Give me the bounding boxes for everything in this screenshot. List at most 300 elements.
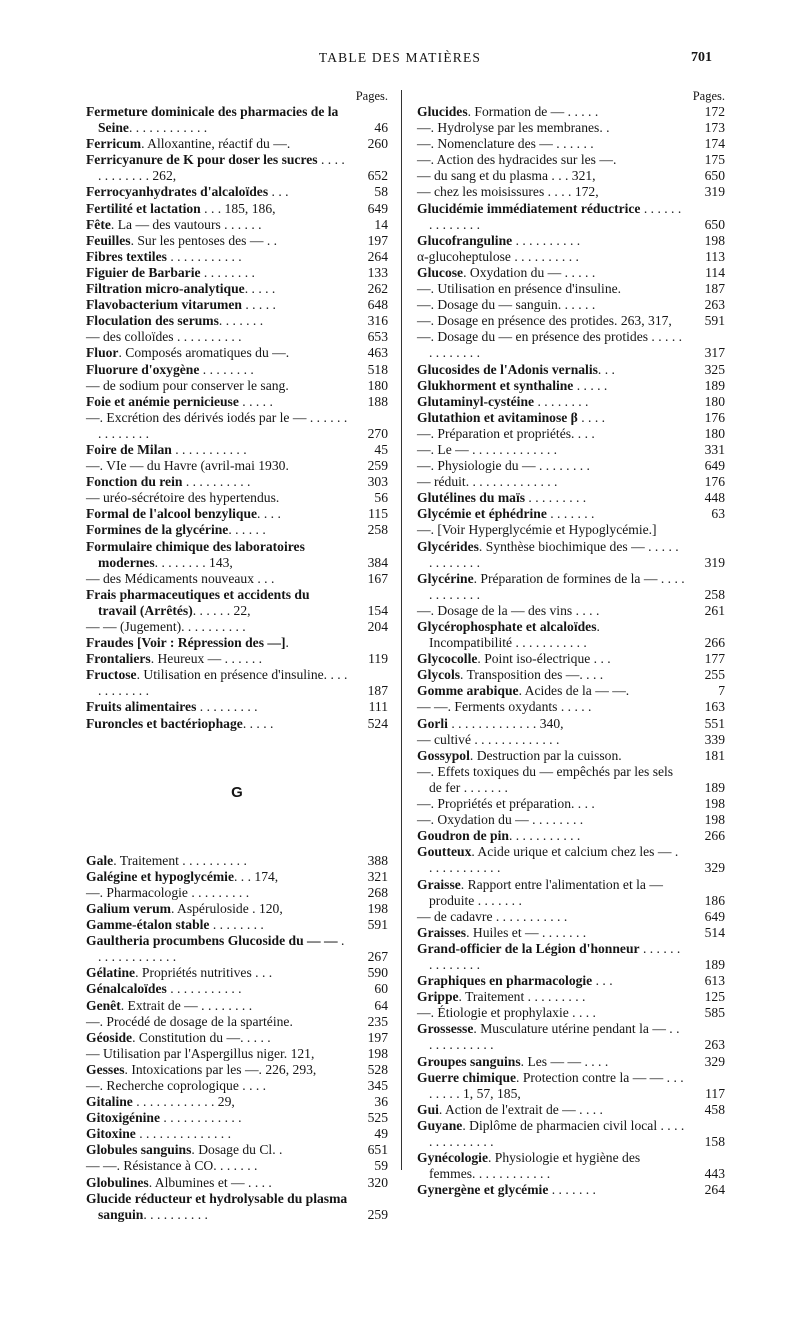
- entry-text: — des Médicaments nouveaux . . .: [86, 570, 275, 586]
- index-entry: [86, 1158, 388, 1174]
- entry-page: 528: [367, 1061, 388, 1077]
- index-entry: [417, 909, 725, 925]
- entry-text: Formal de l'alcool benzylique. . . .: [86, 506, 281, 522]
- index-entry: [86, 362, 388, 378]
- page-header: [0, 50, 800, 70]
- entry-text: Flavobacterium vitarumen . . . . .: [86, 297, 276, 313]
- entry-page: 189: [704, 956, 725, 972]
- entry-text: — Utilisation par l'Aspergillus niger. 121,: [86, 1045, 315, 1061]
- entry-page: 331: [704, 441, 725, 457]
- entry-text: Graisses. Huiles et — . . . . . . .: [417, 924, 587, 940]
- entry-page: 261: [704, 602, 725, 618]
- entry-text: Gynergène et glycémie . . . . . . .: [417, 1182, 596, 1198]
- entry-text: Fibres textiles . . . . . . . . . . .: [86, 248, 242, 264]
- column-divider: [401, 90, 402, 1170]
- entry-text: Fraudes [Voir : Répression des —].: [86, 635, 289, 651]
- index-entry: [86, 667, 388, 699]
- index-entry: [417, 184, 725, 200]
- entry-page: 180: [367, 377, 388, 393]
- entry-text: —. Procédé de dosage de la spartéine.: [86, 1013, 293, 1029]
- index-entry: [86, 136, 388, 152]
- entry-text: Gesses. Intoxications par les —. 226, 293,: [86, 1061, 317, 1077]
- entry-page: 198: [704, 812, 725, 828]
- index-entry: [417, 699, 725, 715]
- entry-text: Ferricyanure de K pour doser les sucres . . . . . . . . . . . . 262,: [86, 152, 345, 184]
- entry-page: 339: [704, 731, 725, 747]
- entry-text: Ferricum. Alloxantine, réactif du —.: [86, 136, 291, 152]
- index-entry: [417, 877, 725, 909]
- entry-page: 317: [704, 345, 725, 361]
- entry-text: Gélatine. Propriétés nutritives . . .: [86, 965, 273, 981]
- entry-text: Gossypol. Destruction par la cuisson.: [417, 747, 622, 763]
- entry-page: 64: [374, 997, 388, 1013]
- entry-text: Glucidémie immédiatement réductrice . . . . . . . . . . . . . .: [417, 200, 682, 232]
- index-entry: [417, 1005, 725, 1021]
- entry-page: 329: [704, 860, 725, 876]
- entry-page: 133: [367, 264, 388, 280]
- entry-page: 189: [704, 377, 725, 393]
- entry-page: 114: [705, 264, 725, 280]
- entry-text: —. Propriétés et préparation. . . .: [417, 796, 595, 812]
- entry-page: 45: [374, 441, 388, 457]
- index-entry: [417, 506, 725, 522]
- entry-text: —. Utilisation en présence d'insuline.: [417, 281, 622, 297]
- index-entry: [86, 619, 388, 635]
- entry-text: Gitoxigénine . . . . . . . . . . . .: [86, 1110, 242, 1126]
- entry-page: 591: [367, 917, 388, 933]
- index-entry: [417, 329, 725, 361]
- entry-text: Gui. Action de l'extrait de — . . . .: [417, 1101, 603, 1117]
- entry-page: 649: [367, 200, 388, 216]
- entry-text: Groupes sanguins. Les — — . . . .: [417, 1053, 609, 1069]
- index-entry: [86, 233, 388, 249]
- index-entry: [86, 998, 388, 1014]
- index-entry: [86, 1191, 388, 1223]
- index-entry: [86, 1110, 388, 1126]
- index-entry: [86, 635, 388, 651]
- index-entry: [86, 571, 388, 587]
- entry-page: 268: [367, 884, 388, 900]
- entry-page: 264: [367, 248, 388, 264]
- entry-page: 258: [367, 522, 388, 538]
- entry-text: —. Effets toxiques du — empêchés par les sels de fer . . . . . . .: [417, 763, 674, 795]
- entry-text: Fruits alimentaires . . . . . . . . .: [86, 699, 258, 715]
- index-entry: [417, 490, 725, 506]
- index-entry: [86, 313, 388, 329]
- entry-page: 321: [367, 868, 388, 884]
- entry-text: Formines de la glycérine. . . . . .: [86, 522, 266, 538]
- entry-text: Graisse. Rapport entre l'alimentation et la — produite . . . . . . .: [417, 876, 663, 908]
- entry-page: 63: [711, 506, 725, 522]
- entry-page: 198: [704, 232, 725, 248]
- entry-page: 319: [704, 184, 725, 200]
- entry-page: 204: [367, 619, 388, 634]
- entry-page: 163: [704, 699, 725, 715]
- index-entry: [86, 281, 388, 297]
- entry-text: Géoside. Constitution du —. . . . .: [86, 1029, 271, 1045]
- index-entry: [417, 603, 725, 619]
- index-entry: [417, 844, 725, 876]
- entry-page: 197: [367, 232, 388, 248]
- index-entry: [417, 651, 725, 667]
- index-entry: [86, 1078, 388, 1094]
- entry-text: Guerre chimique. Protection contre la — — . . . . . . . . 1, 57, 185,: [417, 1069, 684, 1101]
- index-entry: [417, 812, 725, 828]
- entry-page: 259: [367, 458, 388, 474]
- index-list-g-right: [417, 104, 725, 1198]
- entry-page: 448: [704, 490, 725, 506]
- index-entry: [86, 1030, 388, 1046]
- entry-page: 270: [367, 425, 388, 441]
- index-entry: [417, 426, 725, 442]
- entry-page: 154: [367, 602, 388, 618]
- index-entry: [417, 1150, 725, 1182]
- entry-text: Glutélines du maïs . . . . . . . . .: [417, 490, 587, 506]
- entry-text: Floculation des serums. . . . . . .: [86, 313, 264, 329]
- index-entry: [417, 1118, 725, 1150]
- index-entry: [86, 1062, 388, 1078]
- entry-text: Glutathion et avitaminose β . . . .: [417, 409, 606, 425]
- entry-text: —. Dosage du — en présence des protides . . . . . . . . . . . . .: [417, 329, 683, 361]
- entry-text: —. Étiologie et prophylaxie . . . .: [417, 1005, 596, 1021]
- index-entry: [86, 587, 388, 619]
- index-entry: [417, 539, 725, 571]
- entry-text: Grand-officier de la Légion d'honneur . . . . . . . . . . . . . .: [417, 940, 681, 972]
- entry-page: 613: [704, 973, 725, 989]
- entry-text: Feuilles. Sur les pentoses des — . .: [86, 232, 278, 248]
- entry-page: 56: [374, 490, 388, 506]
- index-entry: [86, 458, 388, 474]
- entry-text: Gynécologie. Physiologie et hygiène des femmes. . . . . . . . . . . .: [417, 1150, 641, 1182]
- entry-text: Formulaire chimique des laboratoires modernes. . . . . . . . 143,: [86, 538, 305, 570]
- entry-text: Ferrocyanhydrates d'alcaloïdes . . .: [86, 184, 289, 200]
- index-entry: [417, 716, 725, 732]
- entry-text: Galégine et hypoglycémie. . . 174,: [86, 868, 279, 884]
- index-entry: [417, 571, 725, 603]
- index-entry: [417, 796, 725, 812]
- entry-page: 525: [367, 1110, 388, 1126]
- index-entry: [417, 281, 725, 297]
- index-entry: [417, 667, 725, 683]
- index-entry: [417, 764, 725, 796]
- entry-text: Filtration micro-analytique. . . . .: [86, 281, 276, 297]
- index-entry: [417, 249, 725, 265]
- entry-text: — uréo-sécrétoire des hypertendus.: [86, 490, 280, 506]
- entry-page: 174: [704, 136, 725, 152]
- entry-page: 264: [704, 1182, 725, 1198]
- entry-text: — de sodium pour conserver le sang.: [86, 377, 289, 393]
- entry-text: Globulines. Albumines et — . . . .: [86, 1174, 272, 1190]
- entry-text: Gale. Traitement . . . . . . . . . .: [86, 852, 247, 868]
- entry-text: — réduit. . . . . . . . . . . . . .: [417, 474, 558, 490]
- entry-text: —. [Voir Hyperglycémie et Hypoglycémie.]: [417, 522, 657, 538]
- index-entry: [417, 732, 725, 748]
- entry-page: 518: [367, 361, 388, 377]
- entry-page: 58: [374, 184, 388, 200]
- index-entry: [86, 716, 388, 732]
- index-entry: [417, 378, 725, 394]
- entry-text: Frais pharmaceutiques et accidents du travail (Arrêtés). . . . . . 22,: [86, 586, 310, 618]
- index-entry: [86, 651, 388, 667]
- index-entry: [86, 699, 388, 715]
- entry-text: —. Oxydation du — . . . . . . . .: [417, 812, 584, 828]
- entry-page: 167: [367, 570, 388, 586]
- entry-page: 590: [367, 965, 388, 981]
- entry-text: Glycérophosphate et alcaloïdes. Incompatibilité . . . . . . . . . . .: [417, 619, 600, 651]
- entry-page: 329: [704, 1053, 725, 1069]
- entry-page: 458: [704, 1101, 725, 1117]
- entry-page: 36: [374, 1094, 388, 1110]
- left-column: [86, 88, 388, 1223]
- index-entry: [417, 297, 725, 313]
- index-entry: [86, 201, 388, 217]
- entry-text: Galium verum. Aspéruloside . 120,: [86, 900, 283, 916]
- entry-text: — —. Résistance à CO. . . . . . .: [86, 1158, 258, 1174]
- entry-page: 187: [704, 281, 725, 297]
- entry-text: Goutteux. Acide urique et calcium chez les — . . . . . . . . . . . .: [417, 844, 679, 876]
- index-entry: [86, 394, 388, 410]
- entry-page: 177: [704, 651, 725, 667]
- entry-text: Génalcaloïdes . . . . . . . . . . .: [86, 981, 242, 997]
- entry-page: 263: [704, 1037, 725, 1053]
- index-entry: [86, 522, 388, 538]
- entry-page: 649: [704, 908, 725, 924]
- index-entry: [86, 1126, 388, 1142]
- index-entry: [86, 965, 388, 981]
- entry-page: 325: [704, 361, 725, 377]
- running-title: TABLE DES MATIÈRES: [318, 50, 482, 65]
- entry-page: 188: [367, 393, 388, 409]
- index-entry: [86, 1142, 388, 1158]
- entry-text: Furoncles et bactériophage. . . . .: [86, 715, 274, 731]
- entry-page: 198: [704, 796, 725, 812]
- page-number: 701: [691, 50, 712, 65]
- entry-text: —. Action des hydracides sur les —.: [417, 152, 617, 168]
- entry-page: 175: [704, 152, 725, 168]
- entry-text: —. Dosage en présence des protides. 263, 317,: [417, 313, 672, 329]
- index-entry: [86, 265, 388, 281]
- entry-page: 463: [367, 345, 388, 361]
- entry-page: 551: [704, 715, 725, 731]
- entry-page: 113: [705, 248, 725, 264]
- entry-text: Glukhorment et synthaline . . . . .: [417, 377, 608, 393]
- index-list-g-left: [86, 853, 388, 1223]
- index-entry: [417, 1021, 725, 1053]
- entry-page: 260: [367, 136, 388, 152]
- entry-text: —. Excrétion des dérivés iodés par le — . . . . . . . . . . . . . .: [86, 409, 348, 441]
- entry-text: Glutaminyl-cystéine . . . . . . . .: [417, 393, 589, 409]
- entry-text: Glucides. Formation de — . . . . .: [417, 104, 599, 119]
- index-entry: [86, 378, 388, 394]
- index-entry: [417, 394, 725, 410]
- right-column: [417, 88, 725, 1198]
- entry-text: — — (Jugement). . . . . . . . . .: [86, 619, 246, 634]
- entry-text: —. Physiologie du — . . . . . . . .: [417, 458, 590, 474]
- index-entry: [86, 152, 388, 184]
- index-entry: [417, 201, 725, 233]
- entry-page: 235: [367, 1013, 388, 1029]
- entry-page: 651: [367, 1142, 388, 1158]
- entry-text: Gamme-étalon stable . . . . . . . .: [86, 917, 264, 933]
- index-entry: [86, 869, 388, 885]
- index-entry: [417, 313, 725, 329]
- index-entry: [417, 1070, 725, 1102]
- index-entry: [417, 265, 725, 281]
- entry-text: —. Dosage de la — des vins . . . .: [417, 602, 600, 618]
- entry-page: 7: [718, 683, 725, 699]
- entry-page: 263: [704, 297, 725, 313]
- entry-page: 258: [704, 586, 725, 602]
- entry-text: Glycémie et éphédrine . . . . . . .: [417, 506, 595, 522]
- index-entry: [417, 941, 725, 973]
- entry-page: 388: [367, 852, 388, 868]
- index-entry: [86, 184, 388, 200]
- entry-page: 585: [704, 1005, 725, 1021]
- entry-text: Globules sanguins. Dosage du Cl. .: [86, 1142, 283, 1158]
- index-entry: [86, 506, 388, 522]
- index-entry: [417, 973, 725, 989]
- index-entry: [417, 474, 725, 490]
- entry-page: 176: [704, 474, 725, 490]
- entry-text: —. Préparation et propriétés. . . .: [417, 425, 595, 441]
- entry-page: 262: [367, 281, 388, 297]
- entry-text: Fonction du rein . . . . . . . . . .: [86, 474, 251, 490]
- entry-page: 316: [367, 313, 388, 329]
- entry-text: — cultivé . . . . . . . . . . . . .: [417, 731, 560, 747]
- entry-text: Gaultheria procumbens Glucoside du — — . . . . . . . . . . . . .: [86, 933, 345, 965]
- entry-text: — des colloïdes . . . . . . . . . .: [86, 329, 242, 345]
- entry-text: Fructose. Utilisation en présence d'insuline. . . . . . . . . . . .: [86, 667, 348, 699]
- index-entry: [86, 901, 388, 917]
- index-list-f: [86, 104, 388, 732]
- index-entry: [86, 853, 388, 869]
- index-entry: [86, 539, 388, 571]
- entry-text: Glucosides de l'Adonis vernalis. . .: [417, 361, 615, 377]
- entry-page: 117: [705, 1085, 725, 1101]
- entry-page: 259: [367, 1206, 388, 1222]
- entry-text: —. VIe — du Havre (avril-mai 1930.: [86, 458, 289, 474]
- index-entry: [86, 474, 388, 490]
- entry-page: 319: [704, 554, 725, 570]
- index-entry: [417, 136, 725, 152]
- entry-page: 652: [367, 168, 388, 184]
- entry-page: 176: [704, 409, 725, 425]
- index-entry: [86, 917, 388, 933]
- entry-text: —. Pharmacologie . . . . . . . . .: [86, 884, 250, 900]
- entry-text: — du sang et du plasma . . . 321,: [417, 168, 596, 184]
- entry-text: Genêt. Extrait de — . . . . . . . .: [86, 997, 253, 1013]
- entry-page: 14: [374, 216, 388, 232]
- pages-label: Pages.: [355, 89, 388, 103]
- index-entry: [417, 522, 725, 538]
- index-entry: [86, 297, 388, 313]
- entry-text: — chez les moisissures . . . . 172,: [417, 184, 599, 200]
- entry-page: 648: [367, 297, 388, 313]
- entry-page: 180: [704, 425, 725, 441]
- entry-page: 60: [374, 981, 388, 997]
- index-entry: [417, 442, 725, 458]
- entry-text: α-glucoheptulose . . . . . . . . . .: [417, 248, 579, 264]
- index-entry: [86, 217, 388, 233]
- entry-text: Foire de Milan . . . . . . . . . . .: [86, 441, 247, 457]
- entry-page: 524: [367, 715, 388, 731]
- index-entry: [417, 104, 725, 120]
- entry-page: 172: [704, 104, 725, 119]
- index-entry: [86, 981, 388, 997]
- entry-text: Gorli . . . . . . . . . . . . . 340,: [417, 715, 564, 731]
- entry-page: 267: [367, 949, 388, 965]
- entry-page: 514: [704, 924, 725, 940]
- entry-page: 255: [704, 667, 725, 683]
- entry-text: Glycérides. Synthèse biochimique des — . . . . . . . . . . . . .: [417, 538, 679, 570]
- entry-page: 125: [704, 989, 725, 1005]
- entry-page: 345: [367, 1077, 388, 1093]
- index-entry: [417, 410, 725, 426]
- index-entry: [417, 1102, 725, 1118]
- entry-page: 303: [367, 474, 388, 490]
- entry-text: Grossesse. Musculature utérine pendant la — . . . . . . . . . . . .: [417, 1021, 680, 1053]
- entry-page: 173: [704, 120, 725, 136]
- entry-text: Fête. La — des vautours . . . . . .: [86, 216, 262, 232]
- entry-text: — de cadavre . . . . . . . . . . .: [417, 908, 568, 924]
- entry-page: 115: [368, 506, 388, 522]
- index-entry: [86, 933, 388, 965]
- entry-text: Goudron de pin. . . . . . . . . . .: [417, 828, 581, 844]
- entry-text: Figuier de Barbarie . . . . . . . .: [86, 264, 255, 280]
- entry-page: 198: [367, 1045, 388, 1061]
- index-entry: [417, 458, 725, 474]
- index-entry: [417, 152, 725, 168]
- index-entry: [417, 120, 725, 136]
- index-entry: [86, 1094, 388, 1110]
- entry-text: Grippe. Traitement . . . . . . . . .: [417, 989, 586, 1005]
- entry-page: 197: [367, 1029, 388, 1045]
- index-entry: [417, 1054, 725, 1070]
- entry-text: —. Hydrolyse par les membranes. .: [417, 120, 610, 136]
- entry-page: 59: [374, 1158, 388, 1174]
- entry-page: 189: [704, 779, 725, 795]
- index-entry: [86, 442, 388, 458]
- index-entry: [417, 828, 725, 844]
- index-entry: [86, 345, 388, 361]
- entry-page: 198: [367, 900, 388, 916]
- entry-text: Fertilité et lactation . . . 185, 186,: [86, 200, 276, 216]
- entry-page: 158: [704, 1134, 725, 1149]
- index-entry: [417, 1182, 725, 1198]
- entry-text: Glucofranguline . . . . . . . . . .: [417, 232, 581, 248]
- entry-text: Glycols. Transposition des —. . . .: [417, 667, 604, 683]
- entry-page: 181: [704, 747, 725, 763]
- entry-text: Gomme arabique. Acides de la — —.: [417, 683, 630, 699]
- entry-text: — —. Ferments oxydants . . . . .: [417, 699, 592, 715]
- entry-page: 384: [367, 554, 388, 570]
- entry-text: Gitaline . . . . . . . . . . . . 29,: [86, 1094, 235, 1110]
- entry-text: Foie et anémie pernicieuse . . . . .: [86, 393, 273, 409]
- index-entry: [417, 362, 725, 378]
- index-entry: [86, 1046, 388, 1062]
- entry-text: Fluorure d'oxygène . . . . . . . .: [86, 361, 254, 377]
- entry-text: Glycocolle. Point iso-électrique . . .: [417, 651, 611, 667]
- index-entry: [86, 249, 388, 265]
- index-entry: [86, 490, 388, 506]
- index-entry: [86, 885, 388, 901]
- index-entry: [417, 989, 725, 1005]
- entry-page: 650: [704, 168, 725, 184]
- entry-page: 187: [367, 683, 388, 699]
- entry-page: 49: [374, 1126, 388, 1142]
- index-entry: [417, 233, 725, 249]
- entry-text: Frontaliers. Heureux — . . . . . .: [86, 651, 263, 667]
